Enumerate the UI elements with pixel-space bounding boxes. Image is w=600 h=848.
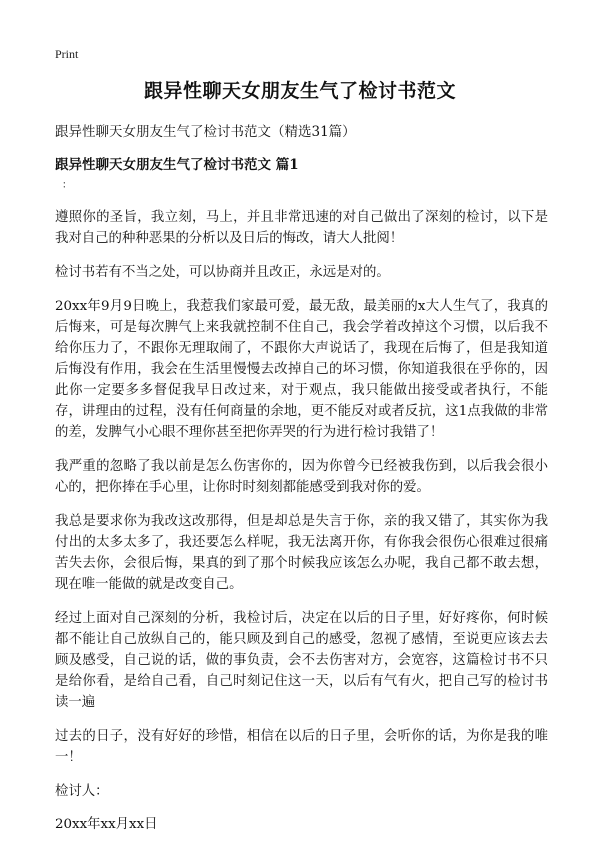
- paragraph: 我总是要求你为我改这改那得，但是却总是失言于你，亲的我又错了，其实你为我付出的太多太多了，我还要怎么样呢，我无法离开你，有你我会很伤心很难过很痛苦失去你，会很后悔，果真的到了那个时候我应该怎么办呢，我自己都不敢去想，现在唯一能做的就是改变自己。: [55, 514, 548, 592]
- document-subtitle: 跟异性聊天女朋友生气了检讨书范文（精选31篇）: [55, 124, 356, 140]
- section-mark: ：: [62, 180, 72, 191]
- paragraph: 检讨书若有不当之处，可以协商并且改正，永远是对的。: [55, 265, 390, 280]
- paragraph: 经过上面对自己深刻的分析，我检讨后，决定在以后的日子里，好好疼你，何时候都不能让自己放纵自己的，能只顾及到自己的感受，忽视了感情，至说更应该去去顾及感受，自己说的话，做的事负责，会不去伤害对方，会宽容，这篇检讨书不只是给你看，是给自己看，自己时刻记住这一天，以后有气有火，把自己写的检讨书读一遍: [55, 611, 548, 710]
- document-body: [55, 207, 548, 848]
- signature-label: 检讨人：: [55, 784, 109, 799]
- signature-date: 20xx年xx月xx日: [55, 817, 158, 832]
- paragraph: 过去的日子，没有好好的珍惜，相信在以后的日子里，会听你的话，为你是我的唯一！: [55, 729, 548, 765]
- paragraph: 20xx年9月9日晚上，我惹我们家最可爱，最无敌，最美丽的x大人生气了，我真的后悔来，可是每次脾气上来我就控制不住自己，我会学着改掉这个习惯，以后我不给你压力了，不跟你无理取闹了，不跟你大声说话了，我现在后悔了，但是我知道后悔没有作用，我会在生活里慢慢去改掉自己的坏习惯，你知道我很在乎你的，因此你一定要多多督促我早日改过来，对于观点，我只能做出接受或者执行，不能存，讲理由的过程，没有任何商量的余地，更不能反对或者反抗，这1点我做的非常的差，发脾气小心眼不理你甚至把你弄哭的行为进行检讨我错了！: [55, 299, 548, 440]
- paragraph: 我严重的忽略了我以前是怎么伤害你的，因为你曾今已经被我伤到，以后我会很小心的，把你捧在手心里，让你时时刻刻都能感受到我对你的爱。: [55, 459, 548, 495]
- section-title: 跟异性聊天女朋友生气了检讨书范文 篇1: [55, 157, 299, 173]
- print-label[interactable]: Print: [55, 47, 79, 61]
- paragraph: 遵照你的圣旨，我立刻，马上，并且非常迅速的对自己做出了深刻的检讨，以下是我对自己的种种恶果的分析以及日后的悔改，请大人批阅！: [55, 210, 548, 246]
- document-title: 跟异性聊天女朋友生气了检讨书范文: [143, 80, 456, 102]
